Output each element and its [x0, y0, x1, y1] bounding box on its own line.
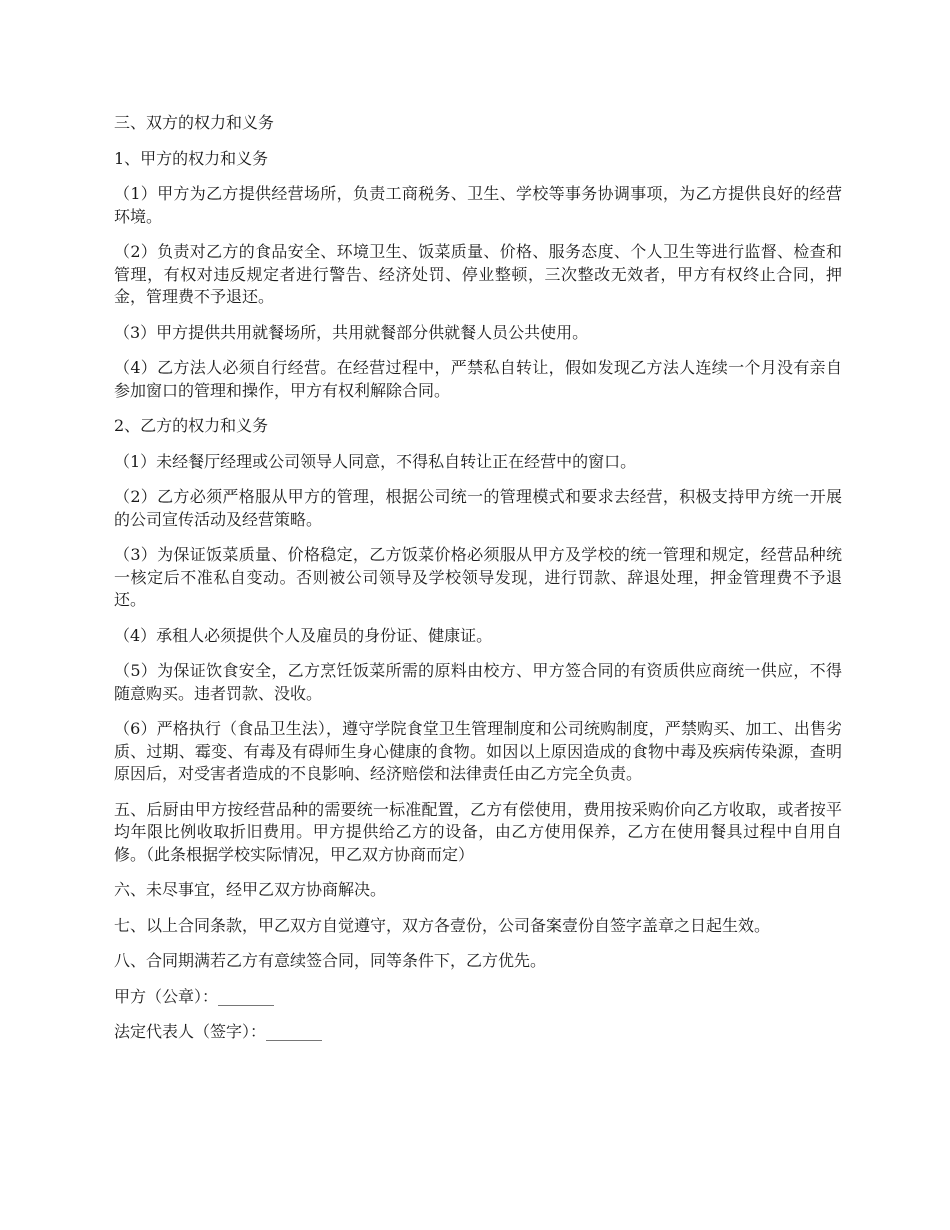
- party-a-seal-line: 甲方（公章）：_______: [114, 986, 275, 1006]
- document-page: [114, 112, 842, 1057]
- party-a-item-3: （3）甲方提供共用就餐场所，共用就餐部分供就餐人员公共使用。: [114, 322, 589, 342]
- party-a-title: 1、甲方的权力和义务: [114, 148, 269, 168]
- party-a-item-4: （4）乙方法人必须自行经营。在经营过程中，严禁私自转让，假如发现乙方法人连续一个月没有亲自参加窗口的管理和操作，甲方有权利解除合同。: [114, 358, 842, 400]
- party-b-item-1: （1）未经餐厅经理或公司领导人同意，不得私自转让正在经营中的窗口。: [114, 451, 637, 471]
- party-a-item-1: （1）甲方为乙方提供经营场所，负责工商税务、卫生、学校等事务协调事项，为乙方提供良好的经营环境。: [114, 184, 842, 226]
- legal-representative-signature-line: 法定代表人（签字）：_______: [114, 1022, 323, 1041]
- party-b-item-5: （5）为保证饮食安全，乙方烹饪饭菜所需的原料由校方、甲方签合同的有资质供应商统一供应，不得随意购买。违者罚款、没收。: [114, 661, 842, 703]
- clause-eight: 八、合同期满若乙方有意续签合同，同等条件下，乙方优先。: [114, 951, 547, 970]
- party-b-item-4: （4）承租人必须提供个人及雇员的身份证、健康证。: [114, 625, 493, 645]
- party-b-item-3: （3）为保证饭菜质量、价格稳定，乙方饭菜价格必须服从甲方及学校的统一管理和规定，经营品种统一核定后不准私自变动。否则被公司领导及学校领导发现，进行罚款、辞退处理，押金管理费不予退还。: [114, 545, 842, 609]
- section-three-title: 三、双方的权力和义务: [114, 113, 275, 132]
- clause-seven: 七、以上合同条款，甲乙双方自觉遵守，双方各壹份，公司备案壹份自签字盖章之日起生效。: [114, 915, 771, 935]
- party-b-item-2: （2）乙方必须严格服从甲方的管理，根据公司统一的管理模式和要求去经营，积极支持甲方统一开展的公司宣传活动及经营策略。: [114, 487, 842, 529]
- party-a-item-2: （2）负责对乙方的食品安全、环境卫生、饭菜质量、价格、服务态度、个人卫生等进行监督、检查和管理，有权对违反规定者进行警告、经济处罚、停业整顿，三次整改无效者，甲方有权终止合同，押金，管理费不予退还。: [114, 242, 842, 306]
- party-b-title: 2、乙方的权力和义务: [114, 416, 269, 435]
- party-b-item-6: （6）严格执行（食品卫生法），遵守学院食堂卫生管理制度和公司统购制度，严禁购买、加工、出售劣质、过期、霉变、有毒及有碍师生身心健康的食物。如因以上原因造成的食物中毒及疾病传染源，查明原因后，对受害者造成的不良影响、经济赔偿和法律责任由乙方完全负责。: [114, 719, 842, 783]
- clause-five: 五、后厨由甲方按经营品种的需要统一标准配置，乙方有偿使用，费用按采购价向乙方收取，或者按平均年限比例收取折旧费用。甲方提供给乙方的设备，由乙方使用保养，乙方在使用餐具过程中自用自修。（此条根据学校实际情况，甲乙双方协商而定）: [114, 799, 842, 864]
- clause-six: 六、未尽事宜，经甲乙双方协商解决。: [114, 880, 387, 899]
